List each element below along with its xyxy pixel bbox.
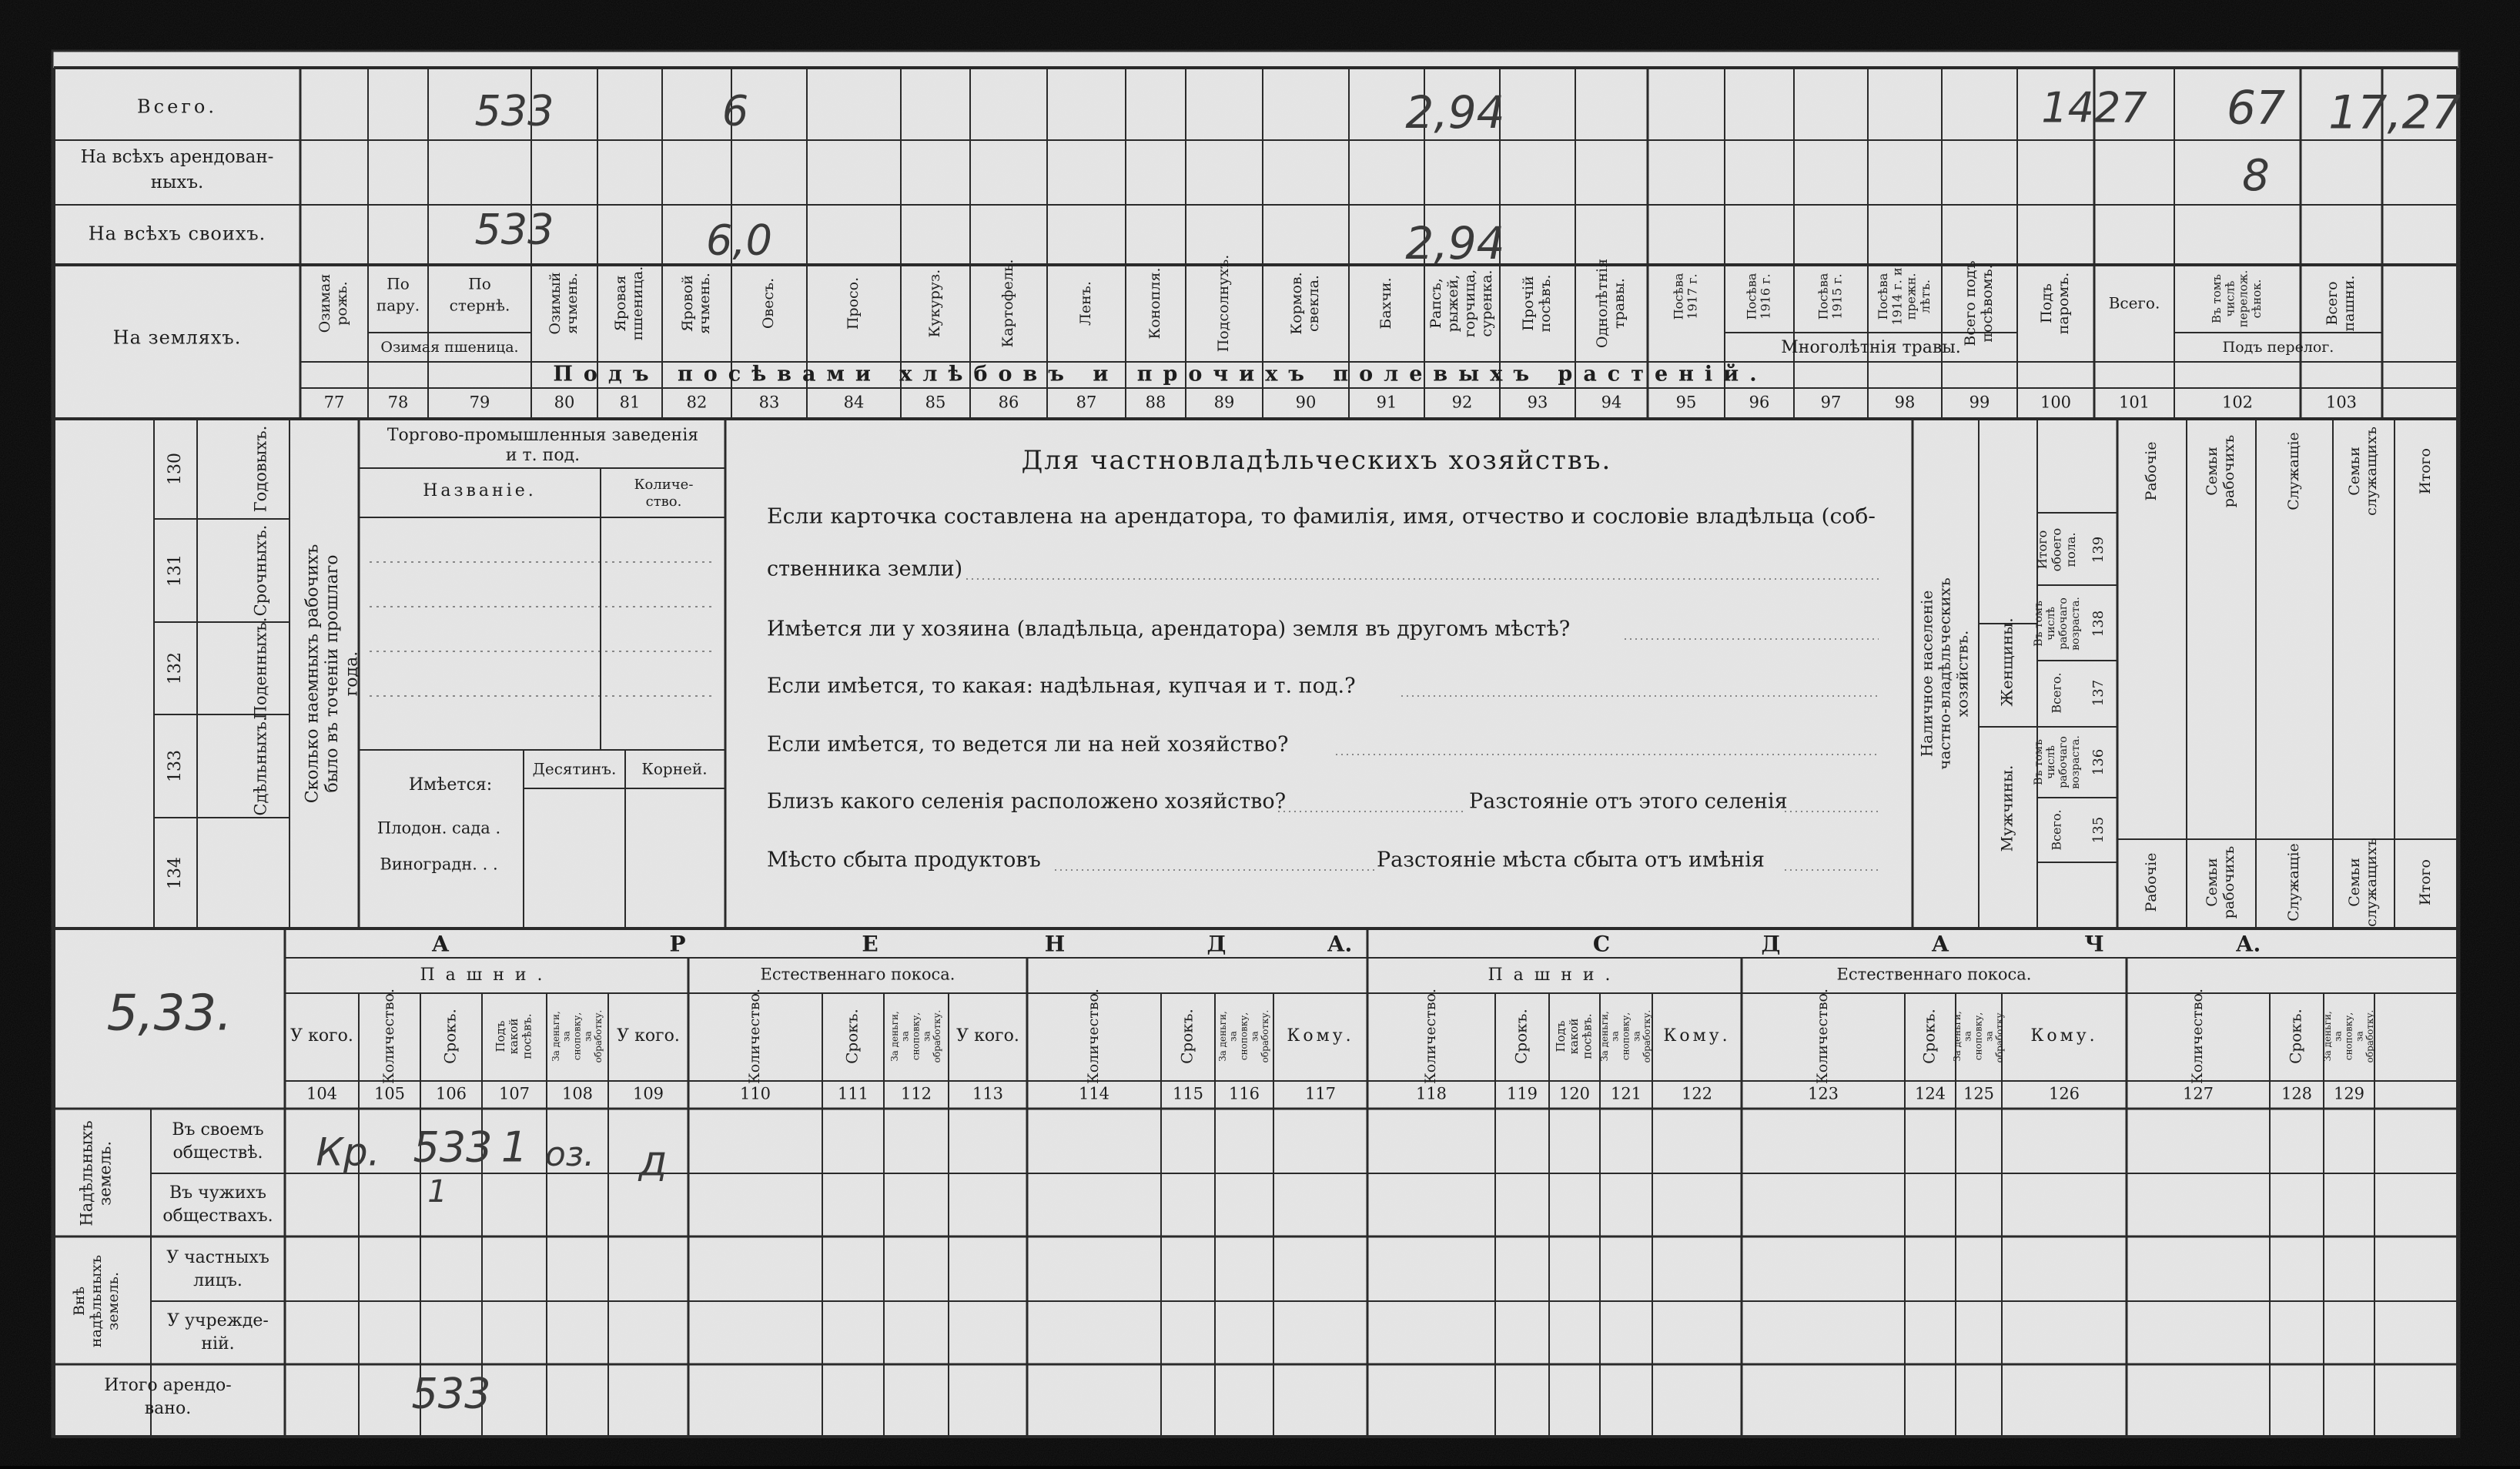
col-header-127: Количество. — [2189, 988, 2206, 1085]
pop-num-136: 136 — [2090, 748, 2107, 776]
col-header-81: пшеница. — [628, 266, 646, 341]
row-label-svoem: обществѣ. — [172, 1143, 263, 1163]
question-3: Если имѣется, то какая: надѣльная, купчая и т. под.? — [767, 674, 1356, 698]
row-label-itogo: Итого арендо- — [104, 1376, 232, 1395]
hw-r1-dengi: д — [638, 1136, 668, 1186]
col-num-111: 111 — [837, 1084, 869, 1103]
col-num-98: 98 — [1894, 393, 1916, 412]
sdacha-letter: А. — [2235, 931, 2261, 957]
population-label: Наличное населеніе — [1917, 590, 1936, 758]
row-label-uchrezhd: ній. — [201, 1334, 235, 1354]
row-label-chuzhih: Въ чужихъ — [169, 1183, 266, 1203]
col-header-104: У кого. — [290, 1026, 353, 1046]
arenda-letter: А — [431, 931, 450, 957]
hire-num-133: 133 — [166, 750, 185, 782]
row-label-uchrezhd: У учрежде- — [167, 1311, 269, 1330]
col-num-118: 118 — [1415, 1084, 1447, 1103]
col-header-114: Количество. — [1085, 988, 1102, 1085]
has-label: Имѣется: — [408, 775, 493, 795]
col-header-125: За деньги, — [1951, 1011, 1963, 1062]
pop-num-135: 135 — [2090, 816, 2107, 844]
col-header-91: Бахчи. — [1377, 277, 1394, 330]
col-header-85: Кукуруз. — [926, 269, 943, 338]
question-1b: ственника земли) — [767, 557, 963, 581]
col-num-112: 112 — [900, 1084, 932, 1103]
sdacha-letter: С — [1592, 931, 1611, 957]
col-num-81: 81 — [619, 393, 641, 412]
col-header-108: за — [561, 1031, 572, 1042]
col-num-123: 123 — [1807, 1084, 1839, 1103]
orchard-label: Плодон. сада . — [376, 818, 501, 838]
arenda-letter: Р — [669, 931, 686, 957]
col-num-121: 121 — [1610, 1084, 1642, 1103]
group-fallow: Подъ перелог. — [2222, 339, 2334, 356]
right-col-header-top: Итого — [2417, 448, 2434, 494]
row-label-vsego: Всего. — [137, 95, 217, 118]
hw-left-total: 5,33. — [106, 985, 233, 1042]
pokosa-header-sdacha: Естественнаго покоса. — [1836, 965, 2032, 984]
men-workers-label: числѣ — [2044, 745, 2057, 779]
trade-title: Торгово-промышленныя заведенія — [387, 426, 699, 445]
hire-num-132: 132 — [166, 652, 185, 684]
workers-vertical-label: года. — [342, 651, 362, 697]
col-header-96: 1916 г. — [1758, 273, 1773, 320]
col-header-120: Подъ — [1553, 1020, 1568, 1052]
col-header-92: Рапсъ, — [1427, 278, 1445, 329]
col-header-95: Посѣва — [1671, 273, 1686, 320]
hw-itogo-kol: 533 — [411, 1369, 491, 1418]
pokosa-header-arenda: Естественнаго покоса. — [760, 965, 955, 984]
col-num-105: 105 — [373, 1084, 406, 1103]
group-nadel-label: земель. — [95, 1140, 115, 1206]
col-header-77: рожь. — [333, 281, 350, 326]
hw-r2-kol: 1 — [427, 1174, 447, 1210]
col-num-101: 101 — [2118, 393, 2150, 412]
col-header-103: пашни. — [2340, 275, 2358, 332]
row-label-arend: ныхъ. — [150, 172, 204, 192]
col-num-127: 127 — [2182, 1084, 2214, 1103]
arenda-letter: Д — [1206, 931, 1227, 957]
col-header-125: за — [1983, 1031, 1995, 1042]
col-header-77: Озимая — [316, 273, 334, 333]
col-num-107: 107 — [498, 1084, 530, 1103]
col-header-108: сноповку, — [571, 1012, 583, 1061]
col-header-120: какой — [1567, 1018, 1581, 1055]
col-num-129: 129 — [2333, 1084, 2365, 1103]
col-num-86: 86 — [998, 393, 1019, 412]
col-num-77: 77 — [323, 393, 345, 412]
col-header-113: У кого. — [956, 1026, 1019, 1046]
group-vne-label: надѣльныхъ — [88, 1254, 105, 1348]
hire-label-132: Поденныхъ. — [251, 617, 270, 720]
women-total-label: Всего. — [2049, 672, 2064, 714]
box-title: Для частновладѣльческихъ хозяйствъ. — [1021, 445, 1612, 476]
hw-vsego-99: 1427 — [2041, 83, 2147, 132]
col-header-118: Количество. — [1422, 988, 1439, 1085]
population-label: частно-владѣльческихъ — [1935, 577, 1954, 770]
col-header-126: Кому. — [2030, 1026, 2098, 1046]
col-header-92: горчица, — [1461, 269, 1478, 338]
col-header-92: рыжей, — [1444, 274, 1462, 333]
col-num-125: 125 — [1963, 1084, 1995, 1103]
col-header-102: числѣ — [2223, 280, 2237, 317]
col-num-113: 113 — [972, 1084, 1004, 1103]
row-label-arend: На всѣхъ арендован- — [80, 147, 274, 167]
col-header-116: сноповку, — [1238, 1012, 1250, 1061]
col-header-112: За деньги, — [889, 1011, 900, 1062]
col-header-108: обработку. — [593, 1009, 604, 1063]
pashni-header-sdacha: Пашни. — [1488, 965, 1621, 985]
col-header-125: обработку. — [1994, 1009, 2006, 1063]
col-num-89: 89 — [1213, 393, 1235, 412]
col-header-99: Всего подъ — [1962, 260, 1980, 346]
hire-num-130: 130 — [166, 453, 185, 485]
col-header-94: Однолѣтнія — [1594, 258, 1611, 349]
pashni-header-arenda: Пашни. — [420, 965, 554, 985]
col-header-129: сноповку, — [2343, 1012, 2354, 1061]
right-col-header-bottom: Семьи — [2204, 858, 2221, 907]
group-grass: Многолѣтнія травы. — [1781, 338, 1961, 357]
men-workers-label: возраста. — [2070, 735, 2083, 789]
col-header-103: Всего — [2324, 281, 2341, 326]
question-5a: Близъ какого селенія расположено хозяйство? — [767, 789, 1287, 814]
col-header-84: Просо. — [845, 276, 862, 330]
trade-count-header: Количе- — [634, 477, 694, 493]
col-header-99: посѣвомъ. — [1978, 264, 1996, 343]
col-num-122: 122 — [1681, 1084, 1713, 1103]
col-header-116: за — [1249, 1031, 1260, 1042]
col-header-111: Срокъ. — [842, 1009, 862, 1064]
desyatin-header: Десятинъ. — [532, 759, 617, 778]
col-num-103: 103 — [2325, 393, 2358, 412]
col-header-110: Количество. — [746, 988, 763, 1085]
col-header-97: 1915 г. — [1829, 273, 1845, 320]
col-num-110: 110 — [739, 1084, 771, 1103]
col-header-122: Кому. — [1663, 1026, 1731, 1046]
col-header-125: сноповку, — [1973, 1012, 1984, 1061]
col-header-120: посѣвъ. — [1580, 1013, 1595, 1059]
sdacha-letter: А — [1931, 931, 1949, 957]
korney-header: Корней. — [641, 759, 708, 778]
sdacha-letter: Ч — [2084, 931, 2104, 957]
col-header-87: Ленъ. — [1077, 281, 1094, 326]
col-header-109: У кого. — [617, 1026, 680, 1046]
question-5b: Разстояніе отъ этого селенія — [1469, 789, 1788, 814]
population-label: хозяйствъ. — [1953, 630, 1972, 718]
group-vne-label: земель. — [104, 1271, 122, 1331]
col-header-107: посѣвъ. — [520, 1013, 534, 1059]
hw-r1-ukogo: Кр. — [316, 1129, 380, 1175]
arenda-letter: А. — [1327, 931, 1353, 957]
col-header-115: Срокъ. — [1177, 1009, 1196, 1064]
hw-r1-posev: оз. — [544, 1135, 595, 1174]
question-6b: Разстояніе мѣста сбыта отъ имѣнія — [1377, 848, 1765, 872]
right-col-header-bottom: Служащіе — [2285, 843, 2302, 922]
col-header-119: Срокъ. — [1511, 1009, 1531, 1064]
col-num-126: 126 — [2048, 1084, 2080, 1103]
group-nadel-label: Надѣльныхъ — [77, 1120, 96, 1226]
arenda-letter: Н — [1044, 931, 1066, 957]
col-num-94: 94 — [1601, 393, 1622, 412]
row-label-svoem: Въ своемъ — [172, 1120, 264, 1139]
col-header-125: за — [1962, 1031, 1973, 1042]
col-header-86: Картофель. — [999, 259, 1016, 348]
hw-vsego-82: 6 — [721, 86, 749, 136]
women-workers-label: возраста. — [2070, 597, 2083, 651]
col-num-108: 108 — [561, 1084, 594, 1103]
group-vne-label: Внѣ — [71, 1286, 89, 1317]
workers-vertical-label: Сколько наемныхъ рабочихъ — [303, 544, 323, 804]
pop-num-139: 139 — [2090, 536, 2107, 564]
col-num-93: 93 — [1527, 393, 1548, 412]
col-num-124: 124 — [1914, 1084, 1946, 1103]
col-num-85: 85 — [925, 393, 946, 412]
col-num-115: 115 — [1172, 1084, 1204, 1103]
col-header-82: ячмень. — [695, 273, 713, 334]
col-num-92: 92 — [1451, 393, 1473, 412]
right-col-header-bottom: Семьи — [2346, 858, 2364, 907]
col-num-91: 91 — [1376, 393, 1397, 412]
both-total-label: обоего — [2049, 527, 2064, 572]
pop-num-137: 137 — [2090, 679, 2107, 707]
col-num-80: 80 — [554, 393, 575, 412]
hw-vsego-77: 533 — [474, 86, 554, 136]
col-header-79: По — [468, 274, 491, 293]
banner-title: Подъ посѣвами хлѣбовъ и прочихъ полевыхъ растеній. — [553, 362, 1768, 386]
row-label-chuzhih: обществахъ. — [162, 1206, 273, 1226]
vineyard-label: Виноградн. . . — [380, 855, 498, 874]
col-num-117: 117 — [1304, 1084, 1337, 1103]
pop-num-138: 138 — [2090, 610, 2107, 637]
hw-vsego-103: 17,27 — [2328, 85, 2461, 140]
right-col-header-bottom: служащихъ — [2362, 838, 2380, 927]
col-header-79: стернѣ. — [449, 296, 510, 315]
right-col-header-bottom: рабочихъ — [2220, 845, 2237, 919]
col-header-124: Срокъ. — [1919, 1009, 1939, 1064]
col-header-97: Посѣва — [1816, 273, 1831, 320]
hw-svoih-91: 2,94 — [1405, 217, 1505, 270]
col-header-108: за — [582, 1031, 594, 1042]
col-num-100: 100 — [2040, 393, 2072, 412]
col-header-80: ячмень. — [563, 273, 581, 334]
col-header-112: за — [921, 1031, 932, 1042]
right-col-header-top: Рабочіе — [2143, 441, 2160, 501]
col-num-79: 79 — [469, 393, 490, 412]
col-num-116: 116 — [1228, 1084, 1260, 1103]
group-wheat: Озимая пшеница. — [380, 339, 519, 356]
hw-vsego-91: 2,94 — [1405, 86, 1505, 139]
col-header-100: паромъ. — [2054, 272, 2072, 335]
col-header-129: за — [2354, 1031, 2365, 1042]
hw-r1-kol: 533 — [413, 1123, 493, 1172]
trade-count-header: ство. — [645, 494, 682, 510]
men-label: Мужчины. — [1997, 765, 2016, 852]
col-header-116: за — [1227, 1031, 1239, 1042]
col-num-106: 106 — [435, 1084, 467, 1103]
col-num-78: 78 — [387, 393, 409, 412]
col-header-123: Количество. — [1814, 988, 1831, 1085]
col-num-97: 97 — [1820, 393, 1842, 412]
right-col-header-top: Семьи — [2204, 447, 2221, 496]
men-workers-label: рабочаго — [2057, 736, 2070, 788]
row-label-itogo: вано. — [144, 1399, 192, 1418]
col-num-102: 102 — [2221, 393, 2254, 412]
col-header-98: 1914 г. и — [1889, 267, 1905, 326]
col-header-82: Яровой — [679, 275, 697, 332]
hw-r1-srok: 1 — [500, 1123, 528, 1172]
women-label: Женщины. — [1997, 617, 2016, 707]
col-header-102: перелож. — [2236, 269, 2251, 328]
col-header-129: обработку. — [2364, 1009, 2376, 1063]
col-header-116: За деньги, — [1216, 1011, 1228, 1062]
col-num-82: 82 — [686, 393, 708, 412]
col-header-95: 1917 г. — [1685, 273, 1700, 320]
col-num-90: 90 — [1295, 393, 1317, 412]
col-header-106: Срокъ. — [440, 1009, 460, 1064]
col-header-121: за — [1609, 1031, 1621, 1042]
col-header-121: за — [1631, 1031, 1642, 1042]
col-header-98: лѣтъ. — [1918, 279, 1933, 313]
col-header-117: Кому. — [1287, 1026, 1354, 1046]
col-header-108: За деньги, — [550, 1011, 561, 1062]
col-header-83: Овесъ. — [760, 277, 777, 330]
col-num-83: 83 — [758, 393, 780, 412]
col-num-84: 84 — [843, 393, 865, 412]
men-workers-label: Въ томъ — [2032, 739, 2045, 785]
question-2: Имѣется ли у хозяина (владѣльца, арендатора) земля въ другомъ мѣстѣ? — [767, 617, 1571, 641]
hire-num-134: 134 — [166, 857, 185, 889]
col-header-128: Срокъ. — [2286, 1009, 2305, 1064]
col-header-90: свекла. — [1304, 275, 1322, 332]
col-header-78: пару. — [376, 296, 420, 315]
question-6a: Мѣсто сбыта продуктовъ — [767, 848, 1041, 872]
col-num-88: 88 — [1145, 393, 1166, 412]
col-header-98: прежн. — [1903, 273, 1919, 320]
col-header-92: суренка. — [1478, 269, 1495, 337]
trade-name-header: Названіе. — [423, 481, 537, 500]
hire-label-130: Годовыхъ. — [251, 425, 270, 513]
both-total-label: Итого — [2035, 530, 2050, 570]
sdacha-letter: Д — [1761, 931, 1781, 957]
hire-num-131: 131 — [166, 554, 185, 587]
col-header-105: Количество. — [380, 988, 397, 1085]
col-header-89: Подсолнухъ. — [1215, 254, 1232, 353]
col-header-93: Прочій — [1520, 276, 1538, 331]
col-header-78: По — [387, 274, 410, 293]
col-header-90: Кормов. — [1288, 272, 1306, 335]
right-col-header-bottom: Итого — [2417, 859, 2434, 905]
col-num-109: 109 — [632, 1084, 664, 1103]
hw-arend-101: 8 — [2242, 151, 2270, 202]
right-col-header-top: служащихъ — [2362, 427, 2380, 516]
col-num-95: 95 — [1675, 393, 1697, 412]
right-col-header-top: рабочихъ — [2220, 434, 2237, 508]
col-header-98: Посѣва — [1875, 273, 1890, 320]
col-num-96: 96 — [1749, 393, 1770, 412]
right-col-header-bottom: Рабочіе — [2143, 852, 2160, 912]
right-col-header-top: Служащіе — [2285, 432, 2302, 510]
both-total-label: пола. — [2063, 532, 2078, 567]
col-num-87: 87 — [1076, 393, 1097, 412]
col-header-112: сноповку, — [910, 1012, 922, 1061]
question-4: Если имѣется, то ведется ли на ней хозяйство? — [767, 732, 1289, 757]
women-workers-label: рабочаго — [2057, 597, 2070, 650]
question-1: Если карточка составлена на арендатора, то фамилія, имя, отчество и сословіе владѣльца (соб- — [767, 504, 1876, 529]
col-header-81: Яровая — [612, 275, 630, 332]
col-num-99: 99 — [1969, 393, 1990, 412]
col-header-121: обработку. — [1642, 1009, 1653, 1063]
col-header-116: обработку. — [1260, 1009, 1271, 1063]
row-label-chastnyh: У частныхъ — [166, 1248, 269, 1267]
col-num-104: 104 — [306, 1084, 338, 1103]
hw-svoih-82: 6,0 — [706, 216, 772, 265]
hw-vsego-101: 67 — [2226, 81, 2286, 136]
col-header-88: Конопля. — [1146, 267, 1163, 340]
hw-svoih-77: 533 — [474, 205, 554, 254]
col-header-80: Озимый — [547, 272, 564, 335]
women-workers-label: числѣ — [2044, 607, 2057, 641]
hire-label-131: Срочныхъ. — [251, 524, 270, 617]
row-label-chastnyh: лицъ. — [193, 1271, 243, 1290]
trade-title: и т. под. — [505, 446, 581, 465]
col-header-101: Всего. — [2108, 293, 2160, 313]
col-header-129: за — [2332, 1031, 2344, 1042]
women-workers-label: Въ томъ — [2032, 601, 2045, 647]
row-label-na-zemlyah: На земляхъ. — [112, 326, 242, 349]
hire-label-133: Сдѣльныхъ. — [251, 716, 270, 816]
workers-vertical-label: было въ точеніи прошлаго — [323, 554, 342, 793]
col-header-96: Посѣва — [1744, 273, 1759, 320]
arenda-letter: Е — [862, 931, 878, 957]
col-header-107: какой — [507, 1018, 520, 1055]
col-header-102: сѣнок. — [2249, 279, 2264, 319]
col-header-112: за — [899, 1031, 911, 1042]
col-header-94: травы. — [1610, 278, 1628, 329]
col-header-112: обработку. — [932, 1009, 943, 1063]
col-header-100: Подъ — [2038, 283, 2056, 323]
col-num-119: 119 — [1506, 1084, 1538, 1103]
right-col-header-top: Семьи — [2346, 447, 2364, 496]
col-header-121: За деньги, — [1598, 1011, 1610, 1062]
col-num-120: 120 — [1558, 1084, 1591, 1103]
row-label-svoih: На всѣхъ своихъ. — [88, 223, 266, 245]
men-total-label: Всего. — [2049, 809, 2064, 851]
col-header-121: сноповку, — [1620, 1012, 1631, 1061]
col-header-107: Подъ — [493, 1020, 507, 1052]
col-header-93: посѣвъ. — [1536, 274, 1554, 333]
col-num-128: 128 — [2281, 1084, 2313, 1103]
col-header-129: За деньги, — [2321, 1011, 2333, 1062]
col-num-114: 114 — [1078, 1084, 1110, 1103]
col-header-102: Въ томъ — [2210, 274, 2224, 323]
